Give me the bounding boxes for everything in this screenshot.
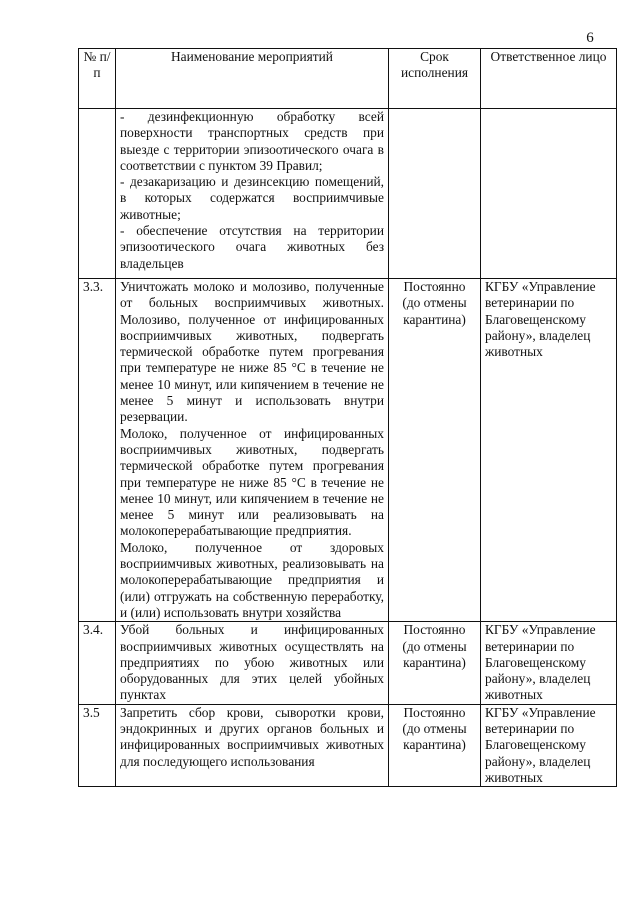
- header-term: Срок исполнения: [389, 49, 481, 109]
- measure-paragraph: - дезакаризацию и дезинсекцию помещений, в которых содержатся восприимчивые животные;: [120, 174, 384, 222]
- page-number: 6: [586, 30, 594, 46]
- table-row: [79, 622, 617, 704]
- measure-paragraph: Убой больных и инфицированных восприимчивых животных осуществлять на предприятиях по убою животных или оборудованных для этих целей убойных пунктах: [120, 622, 384, 703]
- row-measure-text: [116, 622, 389, 704]
- measure-paragraph: Молоко, полученное от инфицированных восприимчивых животных, подвергать термической обработке путем прогревания при температуре не ниже 85 °C в течение не менее 10 минут, или кипячением в течение не менее 5 минут или реализовывать на молокоперерабатывающие предприятия.: [120, 425, 384, 539]
- table-header-row: [79, 49, 617, 109]
- row-measure-text: [116, 704, 389, 786]
- measures-table: [78, 48, 617, 787]
- measure-paragraph: Запретить сбор крови, сыворотки крови, эндокринных и других органов больных и инфицированных восприимчивых животных для последующего использования: [120, 704, 384, 769]
- row-measure-text: [116, 279, 389, 622]
- row-responsible: КГБУ «Управление ветеринарии по Благовещенскому району», владелец животных: [481, 279, 617, 622]
- header-responsible: Ответственное лицо: [481, 49, 617, 109]
- row-number: 3.5: [79, 704, 116, 786]
- row-term: [389, 109, 481, 279]
- table-row: [79, 704, 617, 786]
- row-responsible: КГБУ «Управление ветеринарии по Благовещенскому району», владелец животных: [481, 622, 617, 704]
- row-term: Постоянно (до отмены карантина): [389, 279, 481, 622]
- row-number: 3.3.: [79, 279, 116, 622]
- table-row: [79, 109, 617, 279]
- row-number: 3.4.: [79, 622, 116, 704]
- row-measure-text: [116, 109, 389, 279]
- row-responsible: [481, 109, 617, 279]
- row-term: Постоянно (до отмены карантина): [389, 622, 481, 704]
- measure-paragraph: - обеспечение отсутствия на территории эпизоотического очага животных без владельцев: [120, 223, 384, 271]
- table-row: [79, 279, 617, 622]
- measure-paragraph: - дезинфекционную обработку всей поверхности транспортных средств при выезде с территории эпизоотического очага в соответствии с пунктом 39 Правил;: [120, 109, 384, 173]
- measure-paragraph: Уничтожать молоко и молозиво, полученные от больных восприимчивых животных. Молозиво, полученное от инфицированных восприимчивых животных, подвергать термической обработке путем прогревания при температуре не ниже 85 °C в течение не менее 10 минут, или кипячением в течение не менее 5 минут и использовать внутри резервации.: [120, 279, 384, 425]
- row-term: Постоянно (до отмены карантина): [389, 704, 481, 786]
- header-name: Наименование мероприятий: [116, 49, 389, 109]
- row-responsible: КГБУ «Управление ветеринарии по Благовещенскому району», владелец животных: [481, 704, 617, 786]
- row-number: [79, 109, 116, 279]
- header-number: № п/п: [79, 49, 116, 109]
- measure-paragraph: Молоко, полученное от здоровых восприимчивых животных, реализовывать на молокоперерабатывающие предприятия и (или) отгружать на собственную переработку, и (или) использовать внутри хозяйства: [120, 539, 384, 620]
